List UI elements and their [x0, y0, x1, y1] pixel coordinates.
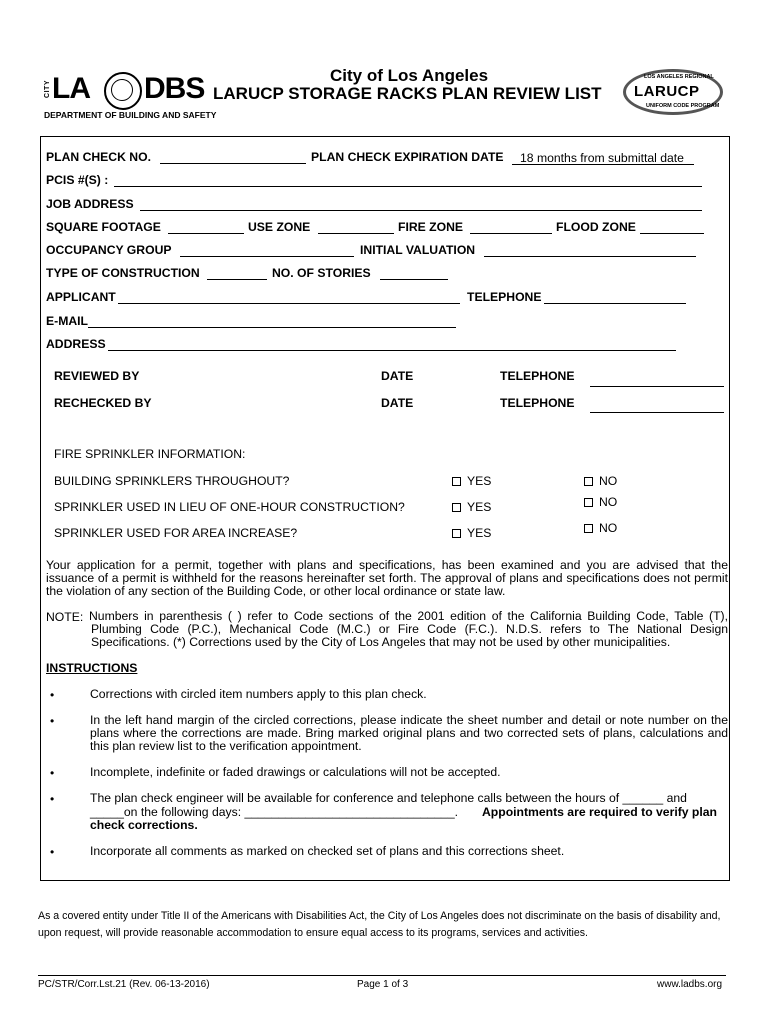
- sprinkler-q2-yes-checkbox[interactable]: [452, 503, 461, 512]
- website-link[interactable]: www.ladbs.org: [657, 979, 723, 990]
- instruction-item: Corrections with circled item numbers apply to this plan check.: [90, 687, 427, 701]
- instruction-item: Incomplete, indefinite or faded drawings or calculations will not be accepted.: [90, 765, 501, 779]
- ladbs-logo: [44, 72, 217, 122]
- address-label: ADDRESS: [46, 337, 106, 351]
- job-address-field[interactable]: [140, 210, 702, 211]
- larucp-logo-bottom-text: UNIFORM CODE PROGRAM: [646, 103, 720, 109]
- city-seal-icon: [104, 72, 142, 110]
- bullet-icon: •: [50, 714, 55, 728]
- applicant-field[interactable]: [118, 303, 460, 304]
- square-footage-label: SQUARE FOOTAGE: [46, 220, 161, 234]
- rechecked-by-label: RECHECKED BY: [54, 396, 152, 410]
- email-field[interactable]: [88, 327, 456, 328]
- title-city: City of Los Angeles: [330, 66, 489, 85]
- initial-valuation-field[interactable]: [484, 256, 696, 257]
- reviewed-telephone-label: TELEPHONE: [500, 369, 575, 383]
- fire-zone-field[interactable]: [470, 233, 552, 234]
- sprinkler-question: SPRINKLER USED IN LIEU OF ONE-HOUR CONSTRUCTION?: [54, 500, 405, 514]
- reviewed-telephone-field[interactable]: [590, 386, 724, 387]
- applicant-label: APPLICANT: [46, 290, 116, 304]
- no-of-stories-field[interactable]: [380, 279, 448, 280]
- logo-la-text: LA: [52, 72, 90, 105]
- instruction-item: The plan check engineer will be available for conference and telephone calls between the hours of ______ and: [90, 791, 687, 805]
- ada-notice: As a covered entity under Title II of the Americans with Disabilities Act, the City of Los Angeles does not discriminate on the basis of disability and, upon request, will provide reasonable accommodation to ensure equal access to its programs, services and activities.: [38, 910, 721, 939]
- type-of-construction-label: TYPE OF CONSTRUCTION: [46, 266, 200, 280]
- bullet-icon: •: [50, 792, 55, 806]
- footer-divider: [38, 975, 726, 976]
- form-id: PC/STR/Corr.Lst.21 (Rev. 06-13-2016): [38, 979, 210, 990]
- instruction-item-line2: _____on the following days: _______________________________.: [90, 805, 458, 819]
- flood-zone-field[interactable]: [640, 233, 704, 234]
- applicant-telephone-label: TELEPHONE: [467, 290, 542, 304]
- logo-city-text: CITY: [44, 80, 51, 98]
- rechecked-telephone-field[interactable]: [590, 412, 724, 413]
- applicant-telephone-field[interactable]: [544, 303, 686, 304]
- larucp-logo-main-text: LARUCP: [634, 83, 700, 100]
- type-of-construction-field[interactable]: [207, 279, 267, 280]
- bullet-icon: •: [50, 688, 55, 702]
- larucp-logo: [623, 69, 723, 115]
- no-label: NO: [599, 474, 618, 488]
- expiration-date-label: PLAN CHECK EXPIRATION DATE: [311, 150, 504, 164]
- reviewed-date-label: DATE: [381, 369, 414, 383]
- use-zone-field[interactable]: [318, 233, 394, 234]
- no-label: NO: [599, 521, 618, 535]
- occupancy-group-field[interactable]: [180, 256, 354, 257]
- plan-check-no-label: PLAN CHECK NO.: [46, 150, 151, 164]
- flood-zone-label: FLOOD ZONE: [556, 220, 636, 234]
- expiration-date-value: 18 months from submittal date: [520, 151, 684, 165]
- sprinkler-question: SPRINKLER USED FOR AREA INCREASE?: [54, 526, 298, 540]
- page-title: LARUCP STORAGE RACKS PLAN REVIEW LIST: [213, 84, 602, 103]
- pcis-label: PCIS #(S) :: [46, 173, 109, 187]
- sprinkler-q3-no-checkbox[interactable]: [584, 524, 593, 533]
- logo-dbs-text: DBS: [144, 72, 205, 105]
- sprinkler-heading: FIRE SPRINKLER INFORMATION:: [54, 447, 246, 461]
- instructions-heading: INSTRUCTIONS: [46, 661, 138, 675]
- no-of-stories-label: NO. OF STORIES: [272, 266, 371, 280]
- initial-valuation-label: INITIAL VALUATION: [360, 243, 476, 257]
- fire-zone-label: FIRE ZONE: [398, 220, 464, 234]
- note-text: Numbers in parenthesis ( ) refer to Code sections of the 2001 edition of the California Building Code, Table (T), Plumbing Code (P.C.), Mechanical Code (M.C.) or Fire Code (F.C.). N.D.S. refers to The National Design Specifications. (*) Corrections used by the City of Los Angeles that may not be used by other municipalities.: [89, 609, 728, 649]
- sprinkler-q1-yes-checkbox[interactable]: [452, 477, 461, 486]
- sprinkler-q1-no-checkbox[interactable]: [584, 477, 593, 486]
- sprinkler-q3-yes-checkbox[interactable]: [452, 529, 461, 538]
- sprinkler-q2-no-checkbox[interactable]: [584, 498, 593, 507]
- instruction-item-bold-line3: check corrections.: [90, 818, 198, 832]
- intro-paragraph: Your application for a permit, together with plans and specifications, has been examined and you are advised that the issuance of a permit is withheld for the reasons hereinafter set forth. The approval of plans and specifications does not permit the violation of any section of the Building Code, or other local ordinance or state law.: [46, 558, 728, 598]
- plan-check-no-field[interactable]: [160, 163, 306, 164]
- note-label: NOTE:: [46, 610, 84, 624]
- reviewed-by-label: REVIEWED BY: [54, 369, 140, 383]
- page-number: Page 1 of 3: [357, 979, 409, 990]
- occupancy-group-label: OCCUPANCY GROUP: [46, 243, 172, 257]
- yes-label: YES: [467, 500, 492, 514]
- sprinkler-question: BUILDING SPRINKLERS THROUGHOUT?: [54, 474, 290, 488]
- logo-department-text: DEPARTMENT OF BUILDING AND SAFETY: [44, 110, 217, 120]
- bullet-icon: •: [50, 845, 55, 859]
- instruction-item-bold: Appointments are required to verify plan: [482, 805, 717, 819]
- job-address-label: JOB ADDRESS: [46, 197, 134, 211]
- address-field[interactable]: [108, 350, 676, 351]
- square-footage-field[interactable]: [168, 233, 244, 234]
- larucp-logo-top-text: LOS ANGELES REGIONAL: [644, 74, 714, 80]
- instruction-item: In the left hand margin of the circled corrections, please indicate the sheet number and detail or note number on the plans where the corrections are made. Bring marked original plans and two corrected sets of plans, calculations and this plan review list to the verification appointment.: [90, 713, 728, 753]
- yes-label: YES: [467, 526, 492, 540]
- instruction-item: Incorporate all comments as marked on checked set of plans and this corrections sheet.: [90, 844, 565, 858]
- bullet-icon: •: [50, 766, 55, 780]
- email-label: E-MAIL: [46, 314, 88, 328]
- use-zone-label: USE ZONE: [248, 220, 311, 234]
- no-label: NO: [599, 495, 618, 509]
- rechecked-date-label: DATE: [381, 396, 414, 410]
- yes-label: YES: [467, 474, 492, 488]
- pcis-field[interactable]: [114, 186, 702, 187]
- rechecked-telephone-label: TELEPHONE: [500, 396, 575, 410]
